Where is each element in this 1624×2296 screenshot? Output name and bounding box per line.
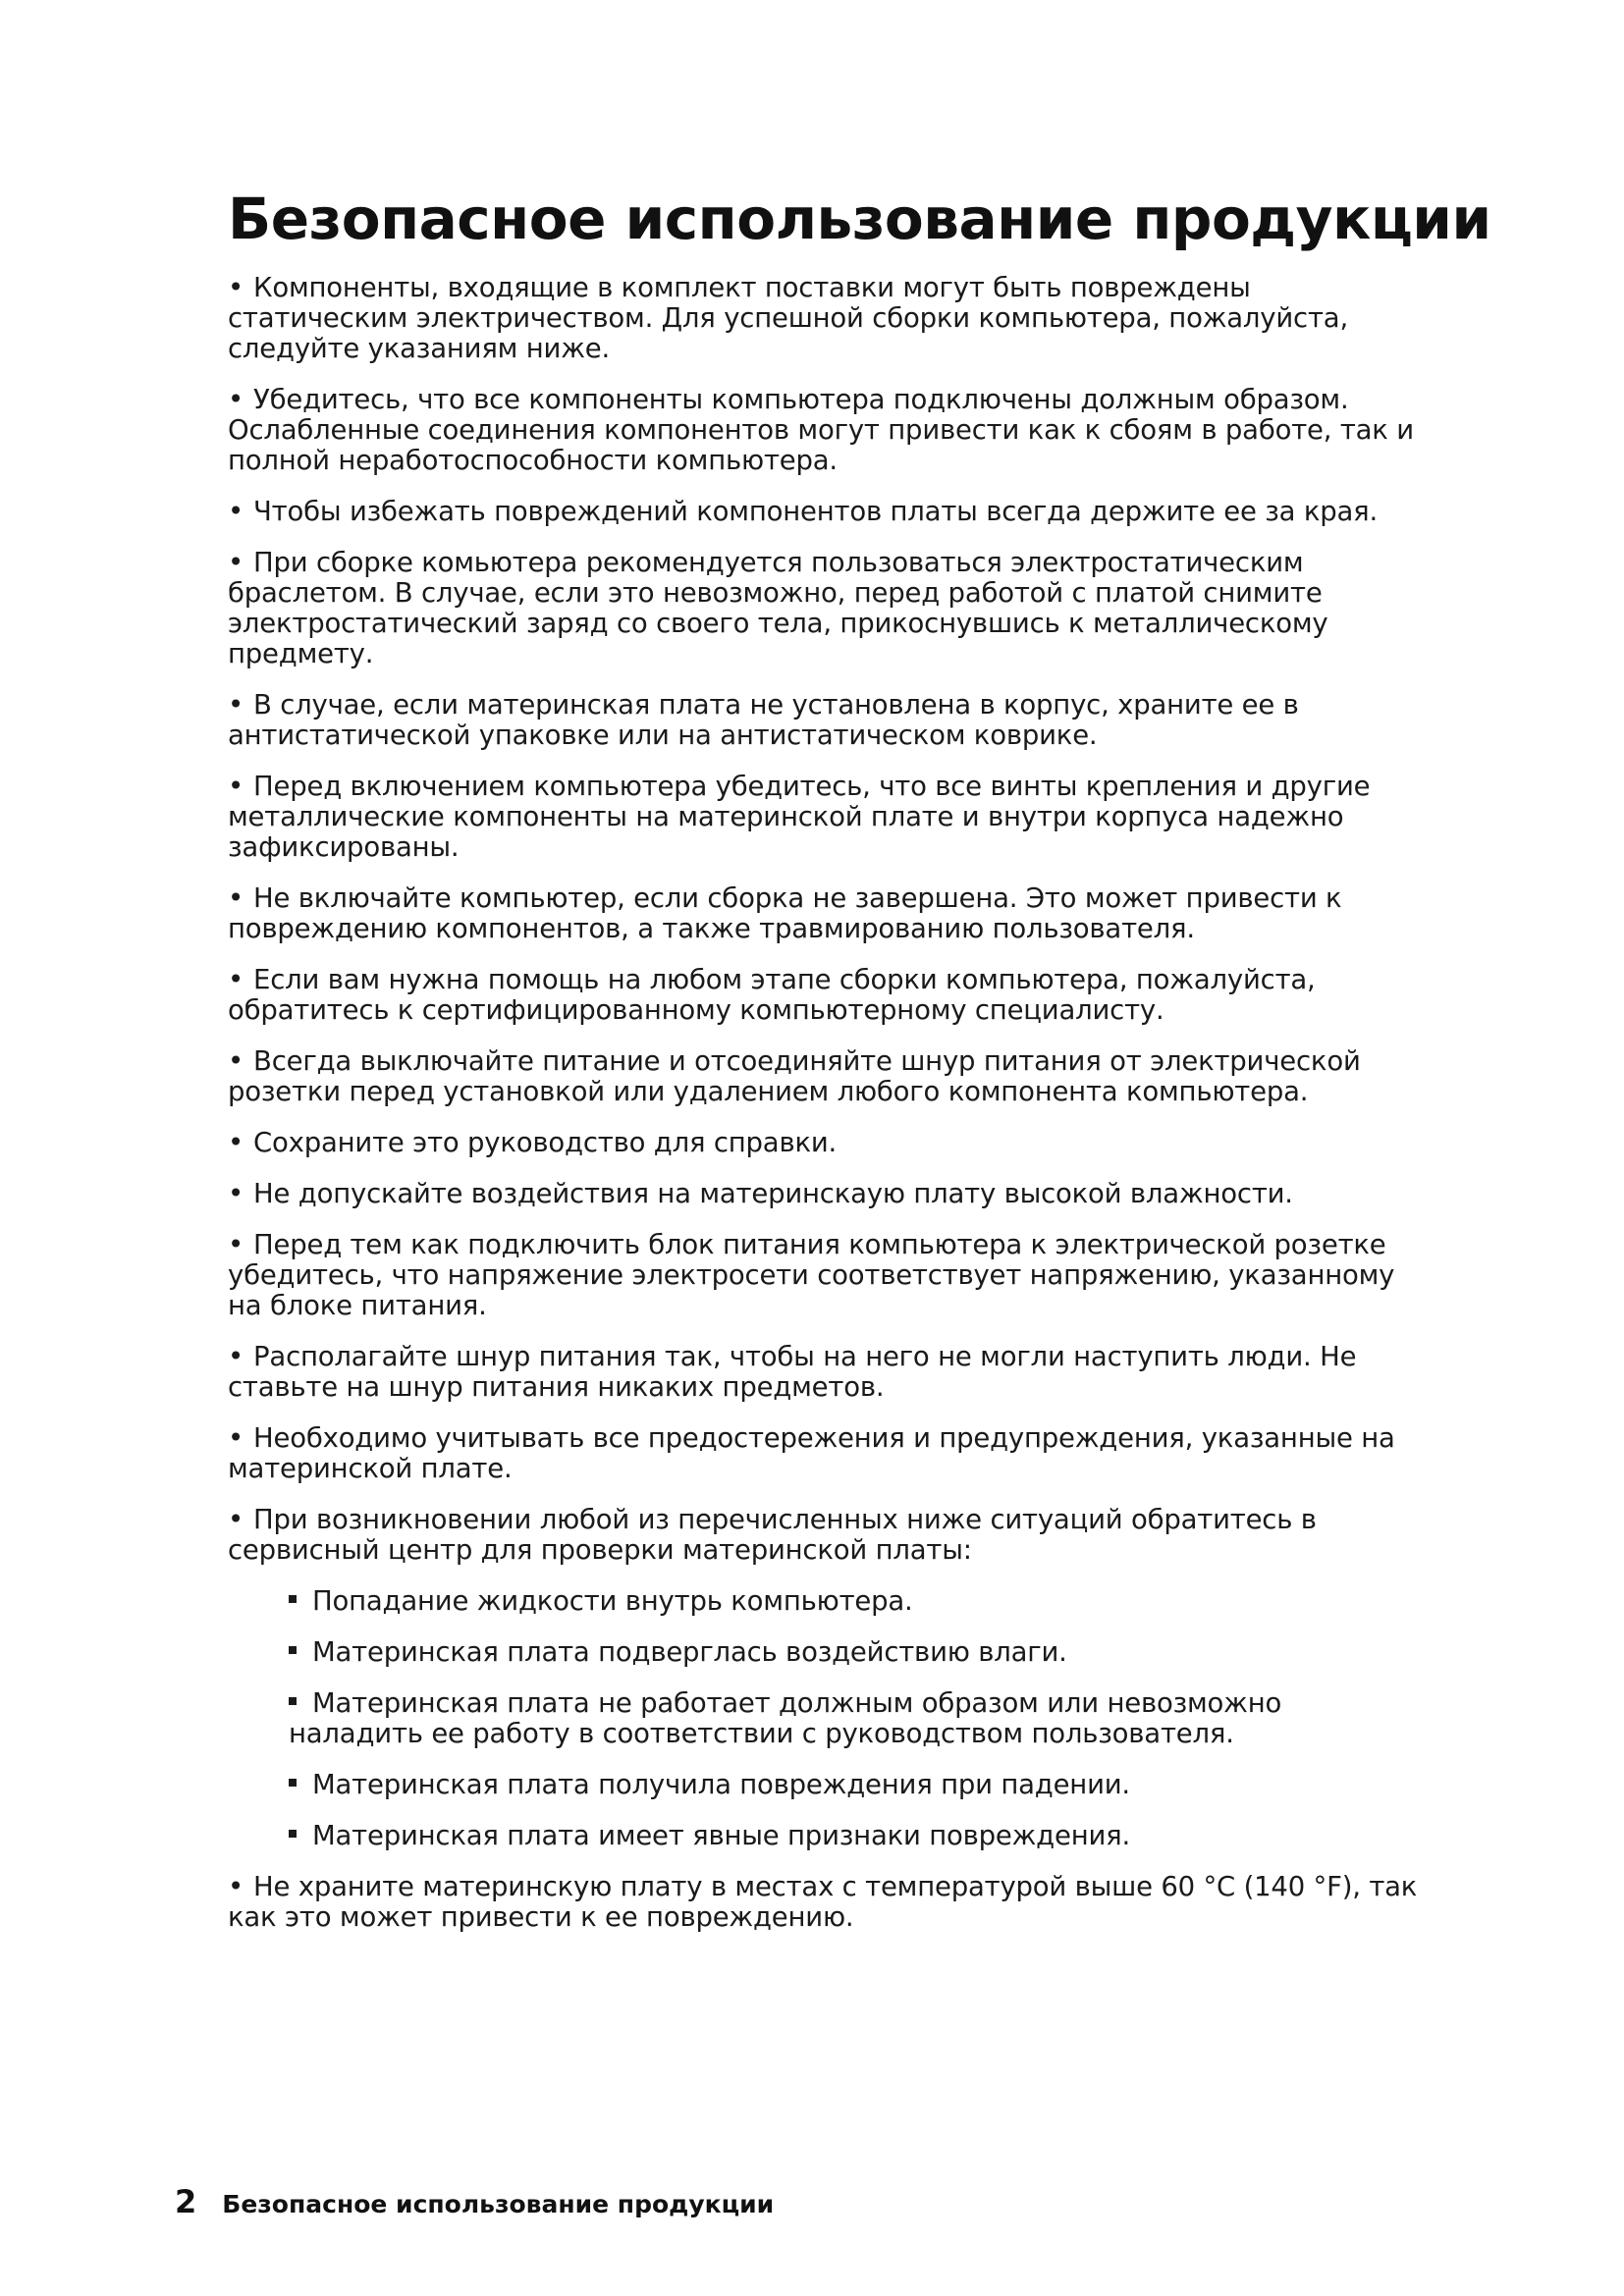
list-item-text: Если вам нужна помощь на любом этапе сборки компьютера, пожалуйста, обратитесь к сертифицированному компьютерному специалисту. xyxy=(228,964,1316,1026)
list-item xyxy=(228,690,1424,751)
square-bullet-icon xyxy=(289,1646,297,1654)
list-item-text: При сборке комьютера рекомендуется пользоваться электростатическим браслетом. В случае, если это невозможно, перед работой с платой снимите электростатический заряд со своего тела, прикоснувшись к металлическому предмету. xyxy=(228,547,1328,669)
square-bullet-icon xyxy=(289,1779,297,1787)
bullet-icon: • xyxy=(228,1229,244,1260)
list-item-text: Не включайте компьютер, если сборка не завершена. Это может привести к повреждению компонентов, а также травмированию пользователя. xyxy=(228,882,1342,944)
bullet-icon: • xyxy=(228,771,244,802)
list-item-text: Компоненты, входящие в комплект поставки могут быть повреждены статическим электричеством. Для успешной сборки компьютера, пожалуйста, следуйте указаниям ниже. xyxy=(228,272,1348,364)
bullet-icon: • xyxy=(228,1871,244,1902)
safety-instructions-list xyxy=(228,273,1424,1953)
list-item-text: Сохраните это руководство для справки. xyxy=(253,1127,838,1158)
list-item-text: В случае, если материнская плата не установлена в корпус, храните ее в антистатической упаковке или на антистатическом коврике. xyxy=(228,689,1299,751)
bullet-icon: • xyxy=(228,1341,244,1372)
list-item xyxy=(228,1872,1424,1933)
list-item xyxy=(228,965,1424,1026)
list-item xyxy=(228,1179,1424,1209)
list-item xyxy=(228,1505,1424,1566)
sublist-item xyxy=(289,1637,1424,1668)
list-item xyxy=(228,1230,1424,1321)
bullet-icon: • xyxy=(228,882,244,914)
list-item xyxy=(228,1423,1424,1484)
bullet-icon: • xyxy=(228,1422,244,1454)
bullet-icon: • xyxy=(228,272,244,303)
list-item-text: Не храните материнскую плату в местах с температурой выше 60 °C (140 °F), так как это может привести к ее повреждению. xyxy=(228,1871,1418,1933)
list-item-text: Всегда выключайте питание и отсоединяйте шнур питания от электрической розетки перед установкой или удалением любого компонента компьютера. xyxy=(228,1045,1361,1107)
bullet-icon: • xyxy=(228,689,244,721)
list-item xyxy=(228,772,1424,863)
bullet-icon: • xyxy=(228,547,244,578)
footer-section-title: Безопасное использование продукции xyxy=(222,2190,775,2218)
list-item-text: Чтобы избежать повреждений компонентов платы всегда держите ее за края. xyxy=(253,496,1379,527)
list-item xyxy=(228,497,1424,527)
service-situations-sublist xyxy=(228,1586,1424,1851)
list-item-text: Перед включением компьютера убедитесь, что все винты крепления и другие металлические компоненты на материнской плате и внутри корпуса надежно зафиксированы. xyxy=(228,771,1371,863)
sublist-item-text: Материнская плата имеет явные признаки повреждения. xyxy=(312,1820,1131,1851)
list-item xyxy=(228,883,1424,944)
bullet-icon: • xyxy=(228,496,244,527)
bullet-icon: • xyxy=(228,1045,244,1077)
bullet-icon: • xyxy=(228,1504,244,1535)
bullet-icon: • xyxy=(228,1178,244,1209)
list-item xyxy=(228,273,1424,364)
bullet-icon: • xyxy=(228,1127,244,1158)
list-item xyxy=(228,1128,1424,1158)
bullet-icon: • xyxy=(228,384,244,415)
sublist-item xyxy=(289,1586,1424,1617)
sublist-item-text: Материнская плата не работает должным образом или невозможно наладить ее работу в соответствии с руководством пользователя. xyxy=(289,1687,1282,1749)
sublist-item-text: Материнская плата подверглась воздействию влаги. xyxy=(312,1636,1067,1668)
sublist-item xyxy=(289,1688,1424,1749)
square-bullet-icon xyxy=(289,1697,297,1705)
square-bullet-icon xyxy=(289,1830,297,1838)
list-item xyxy=(228,548,1424,669)
list-item-text: Убедитесь, что все компоненты компьютера подключены должным образом. Ослабленные соединения компонентов могут привести как к сбоям в работе, так и полной неработоспособности компьютера. xyxy=(228,384,1414,476)
sublist-item-text: Материнская плата получила повреждения при падении. xyxy=(312,1769,1130,1800)
page-number: 2 xyxy=(175,2183,197,2220)
list-item-text: Не допускайте воздействия на материнскаую плату высокой влажности. xyxy=(253,1178,1293,1209)
sublist-item xyxy=(289,1821,1424,1851)
list-item-text: Необходимо учитывать все предостережения и предупреждения, указанные на материнской плате. xyxy=(228,1422,1395,1484)
list-item-text: При возникновении любой из перечисленных ниже ситуаций обратитесь в сервисный центр для проверки материнской платы: xyxy=(228,1504,1317,1566)
list-item-text: Располагайте шнур питания так, чтобы на него не могли наступить люди. Не ставьте на шнур питания никаких предметов. xyxy=(228,1341,1357,1403)
sublist-item-text: Попадание жидкости внутрь компьютера. xyxy=(312,1585,913,1617)
sublist-item xyxy=(289,1770,1424,1800)
page-footer xyxy=(175,2183,774,2220)
list-item xyxy=(228,1046,1424,1107)
square-bullet-icon xyxy=(289,1595,297,1603)
list-item xyxy=(228,385,1424,476)
list-item-text: Перед тем как подключить блок питания компьютера к электрической розетке убедитесь, что напряжение электросети соответствует напряжению, указанному на блоке питания. xyxy=(228,1229,1395,1321)
bullet-icon: • xyxy=(228,964,244,995)
list-item xyxy=(228,1342,1424,1403)
page-title: Безопасное использование продукции xyxy=(228,186,1491,252)
